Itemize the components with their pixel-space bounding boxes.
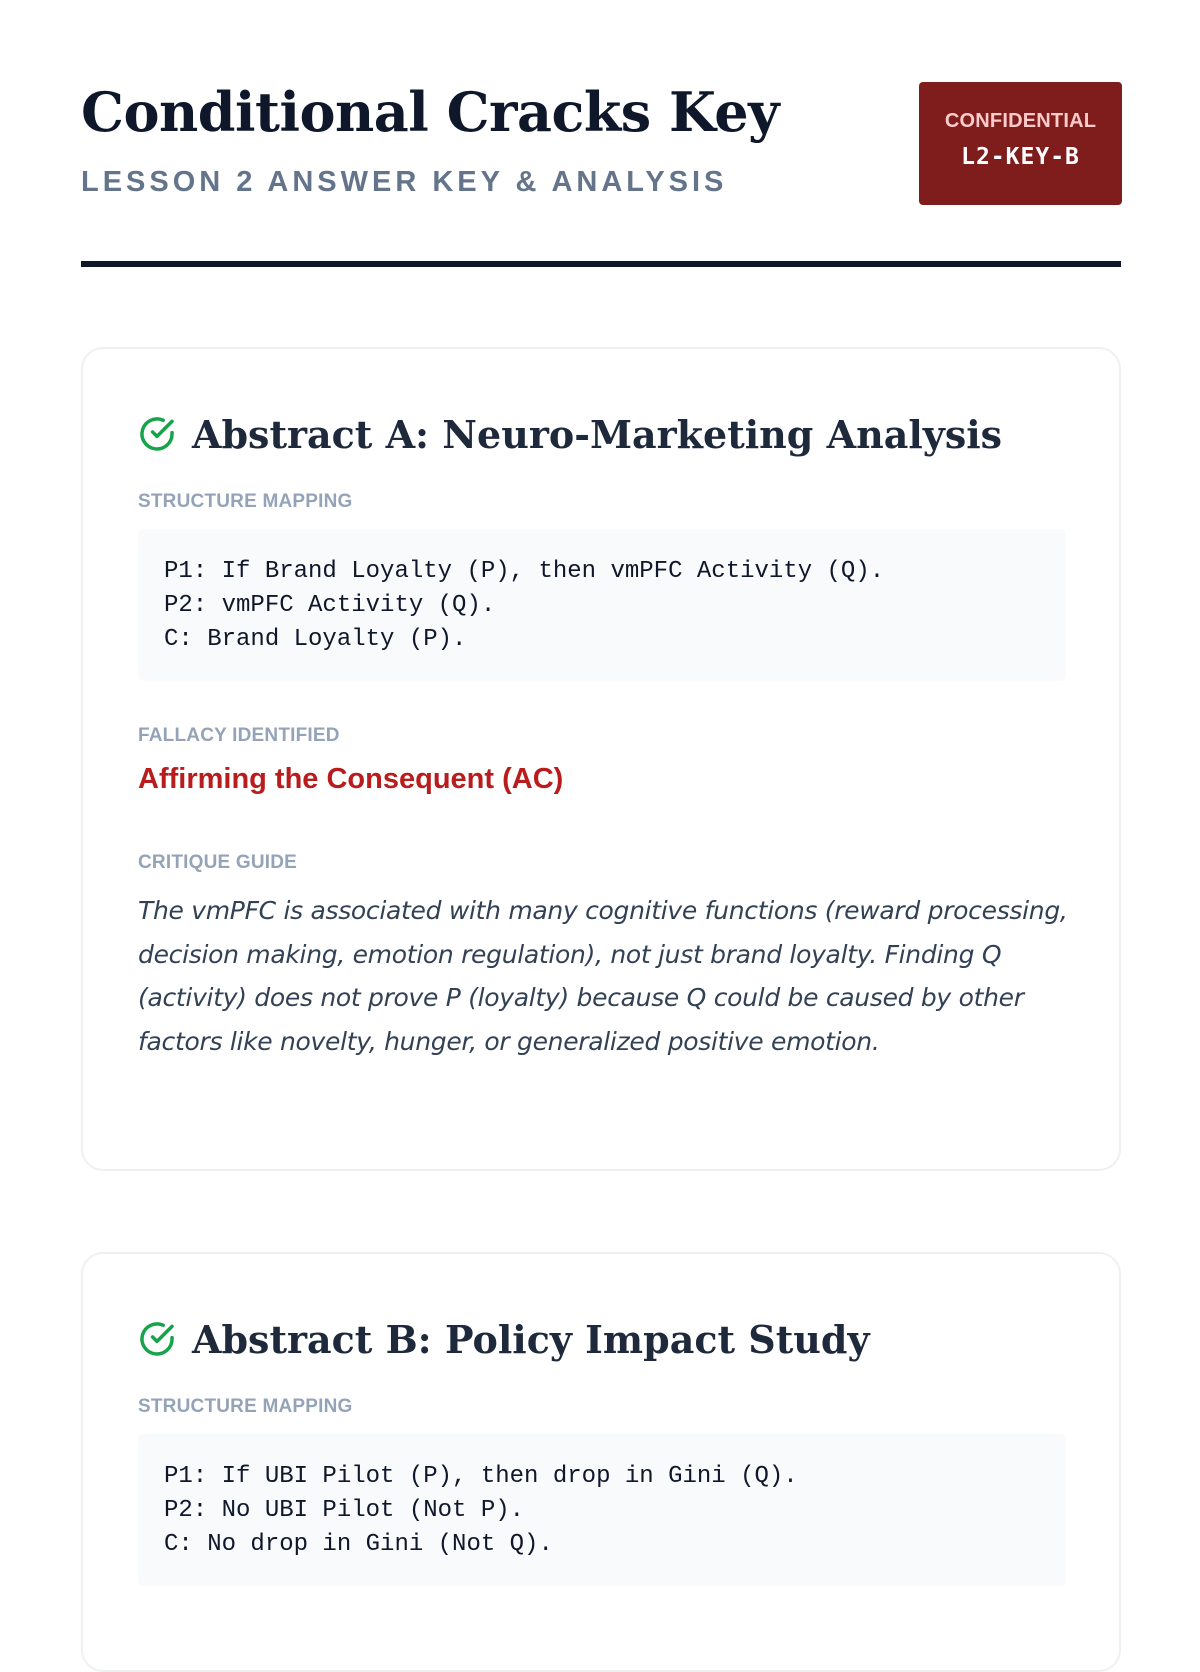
critique-text: The vmPFC is associated with many cognitive functions (reward processing, decision making, emotion regulation), not just brand loyalty. Finding Q (activity) does not prove P (loyalty) because Q could be caused by other factors like novelty, hunger, or generalized positive emotion. bbox=[138, 896, 1068, 1056]
badge-label: CONFIDENTIAL bbox=[944, 110, 1097, 132]
check-circle-icon bbox=[138, 1320, 176, 1358]
critique-guide-label: CRITIQUE GUIDE bbox=[138, 852, 298, 873]
fallacy-identified-label: FALLACY IDENTIFIED bbox=[138, 725, 340, 746]
fallacy-name: Affirming the Consequent (AC) bbox=[138, 763, 564, 795]
structure-mapping-block bbox=[138, 529, 1066, 681]
abstract-b-header bbox=[138, 1314, 870, 1364]
page-subtitle: LESSON 2 ANSWER KEY & ANALYSIS bbox=[81, 166, 728, 198]
abstract-a-title: Abstract A: Neuro-Marketing Analysis bbox=[192, 411, 1003, 457]
structure-mapping-label: STRUCTURE MAPPING bbox=[138, 1396, 353, 1417]
check-circle-icon bbox=[138, 415, 176, 453]
structure-mapping-label: STRUCTURE MAPPING bbox=[138, 491, 353, 512]
mapping-line-p2: P2: vmPFC Activity (Q). bbox=[164, 592, 496, 619]
abstract-b-title: Abstract B: Policy Impact Study bbox=[192, 1316, 870, 1362]
document-header bbox=[81, 0, 1121, 270]
mapping-line-p1: P1: If Brand Loyalty (P), then vmPFC Activity (Q). bbox=[164, 558, 885, 585]
mapping-line-p2: P2: No UBI Pilot (Not P). bbox=[164, 1497, 525, 1524]
header-divider bbox=[81, 261, 1121, 267]
badge-code: L2-KEY-B bbox=[961, 144, 1080, 170]
mapping-line-c: C: Brand Loyalty (P). bbox=[164, 626, 467, 653]
page-title: Conditional Cracks Key bbox=[81, 80, 779, 144]
abstract-card-b bbox=[81, 1252, 1121, 1672]
structure-mapping-block bbox=[138, 1434, 1066, 1586]
mapping-line-p1: P1: If UBI Pilot (P), then drop in Gini (Q). bbox=[164, 1463, 798, 1490]
abstract-a-header bbox=[138, 409, 1002, 459]
confidential-badge bbox=[919, 82, 1122, 205]
mapping-line-c: C: No drop in Gini (Not Q). bbox=[164, 1531, 553, 1558]
abstract-card-a bbox=[81, 347, 1121, 1171]
